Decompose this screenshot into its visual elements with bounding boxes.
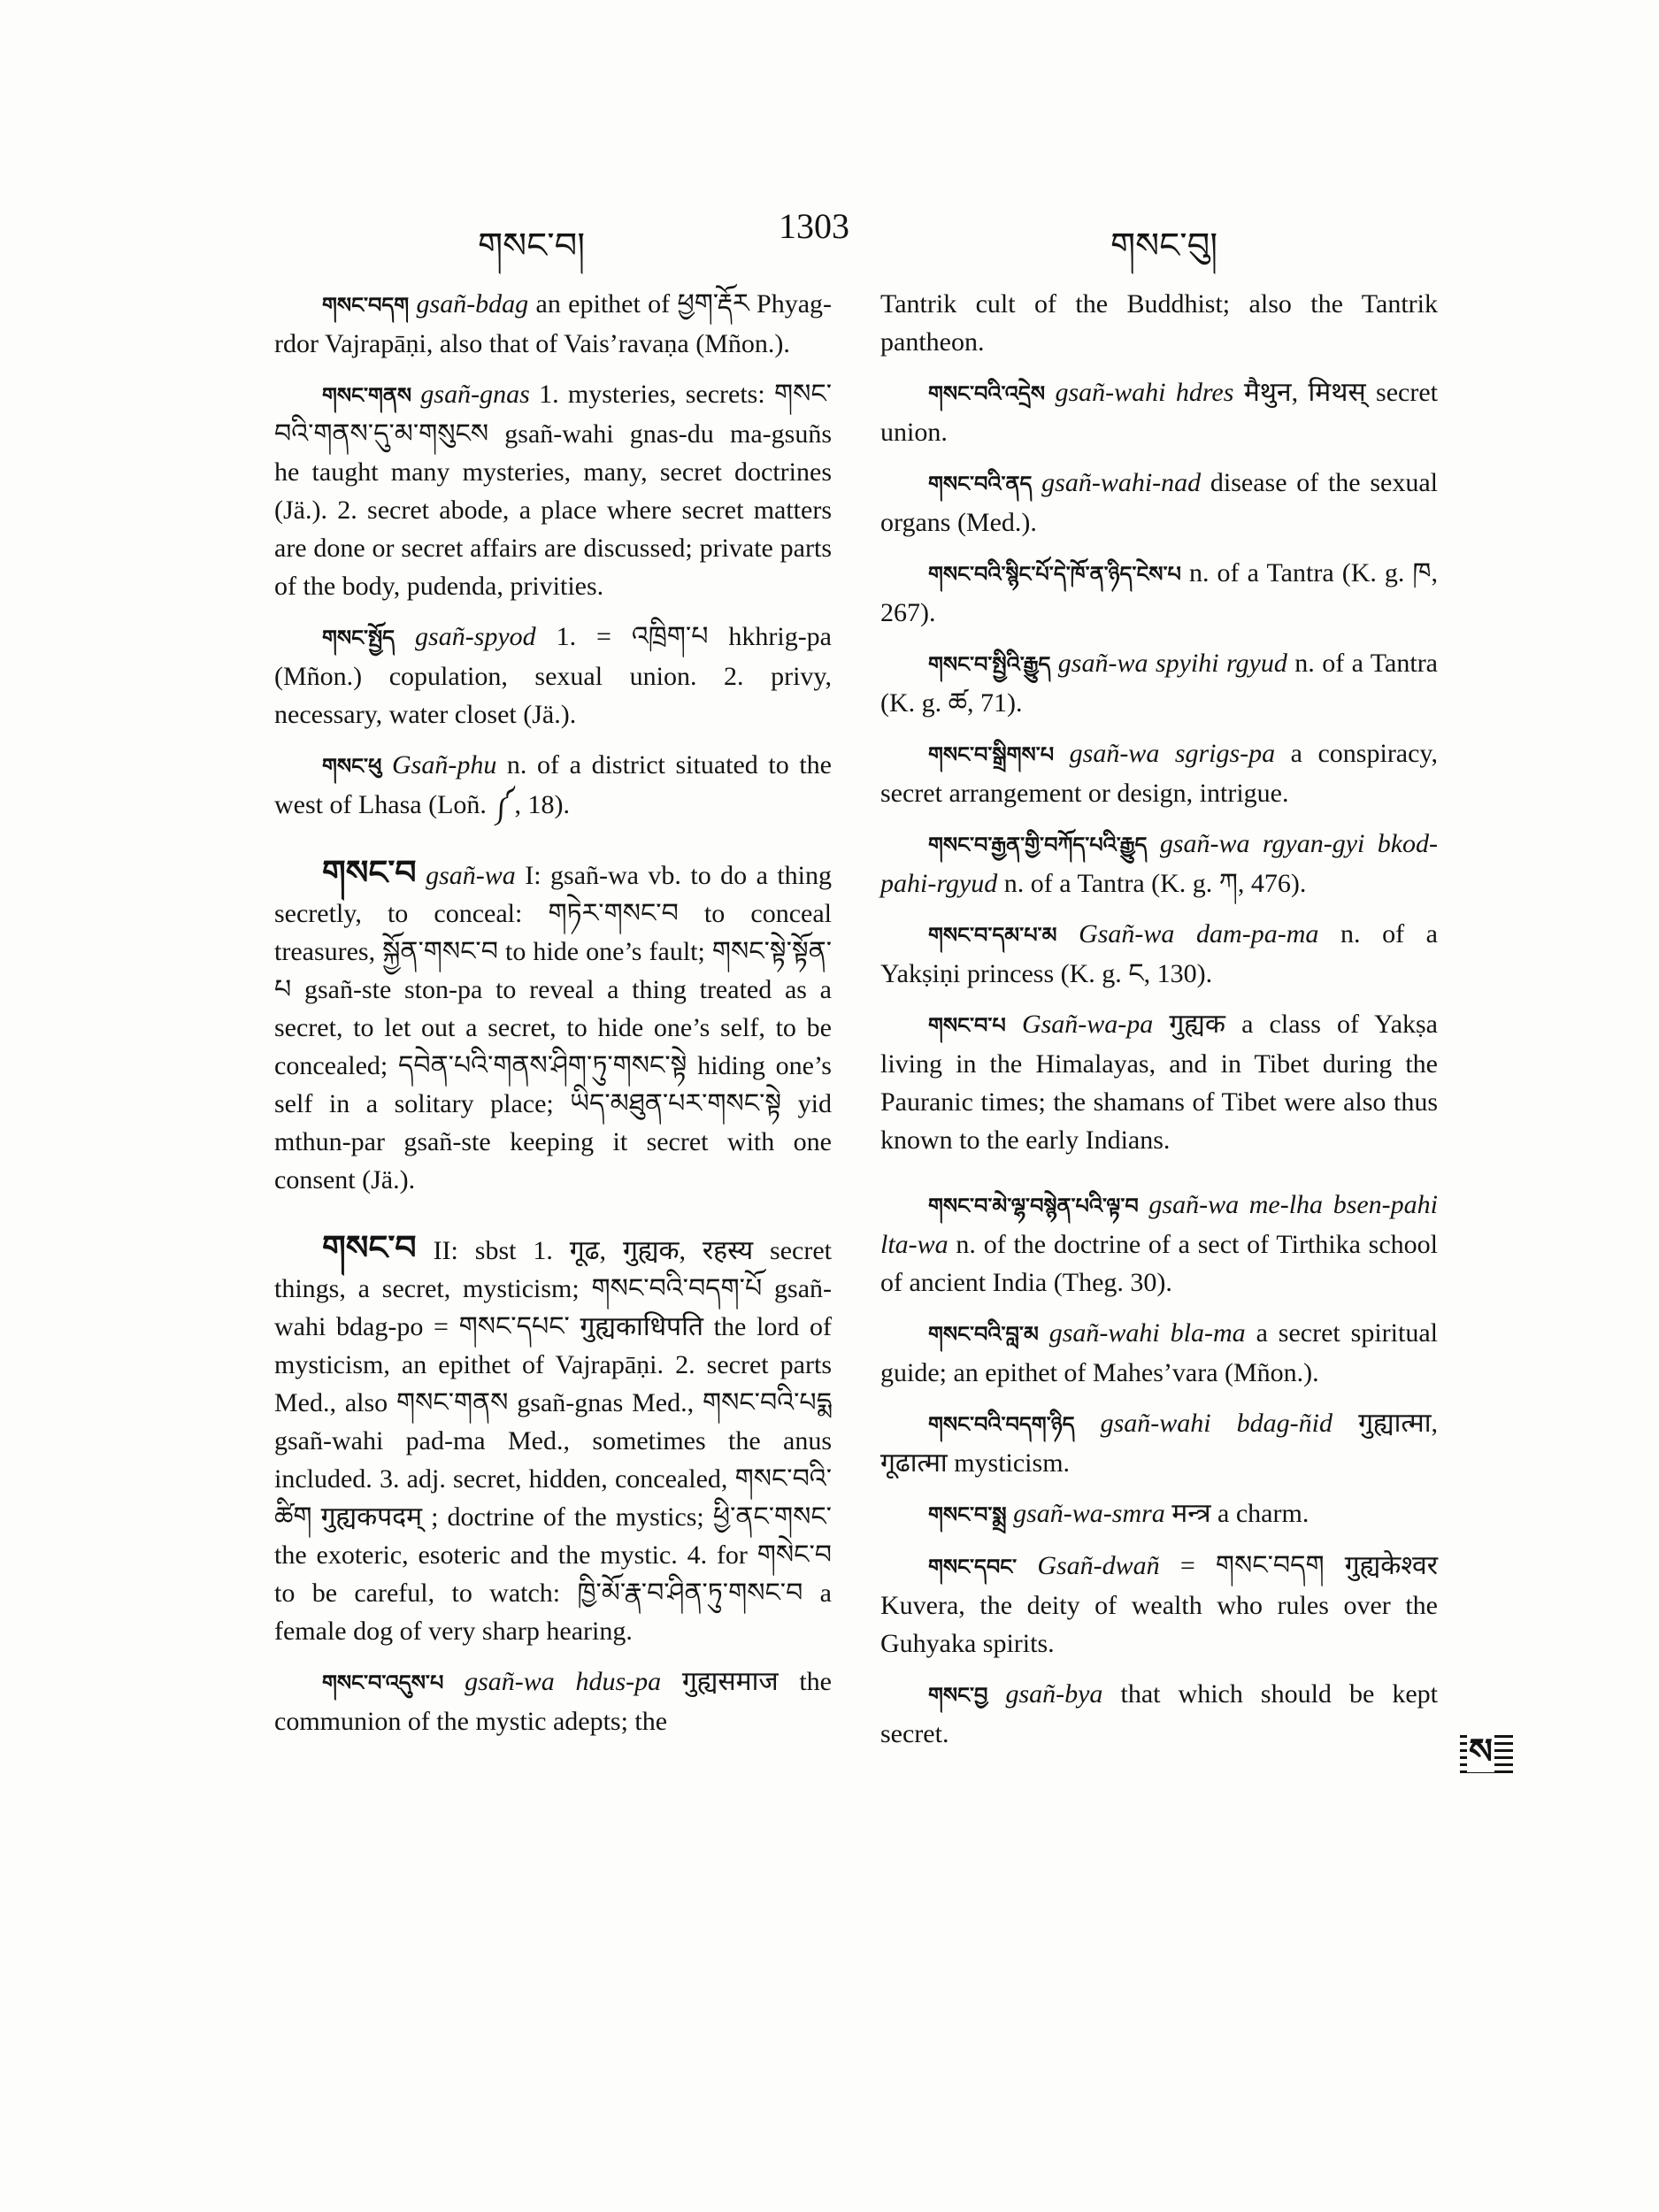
entry-transliteration: gsañ-bya — [1005, 1679, 1103, 1709]
entry-headword: གསང་གནས — [322, 383, 412, 408]
dictionary-entry — [880, 285, 1438, 361]
dictionary-entry — [880, 1494, 1438, 1534]
dictionary-entry — [274, 1229, 832, 1650]
entry-definition: a secret spiritual guide; an epithet of Mahes’vara (Mñon.). — [880, 1318, 1438, 1387]
entry-definition: Tantrik cult of the Buddhist; also the Tantrik pantheon. — [880, 289, 1438, 357]
dictionary-entry — [880, 1547, 1438, 1663]
dictionary-entry — [880, 1186, 1438, 1302]
entry-transliteration: gsañ-wa — [426, 861, 516, 890]
right-column — [880, 285, 1438, 1765]
entry-headword: གསང་བའི་འདྲེས — [928, 381, 1046, 406]
entry-transliteration: gsañ-wahi bla-ma — [1048, 1318, 1246, 1348]
entry-transliteration: gsañ-spyod — [415, 622, 536, 651]
entry-definition: 1. mysteries, secrets: གསང་བའི་གནས་དུ་མ་གསུངས gsañ-wahi gnas-du ma-gsuñs he taught many mysteries, many, secret doctrines (Jä.). 2. secret abode, a place where secret matters are done or secret affairs are discussed; private parts of the body, pudenda, privities. — [274, 380, 832, 601]
entry-transliteration: gsañ-wahi-nad — [1041, 468, 1202, 497]
entry-transliteration: Gsañ-phu — [391, 750, 497, 780]
entry-definition: गुह्यक a class of Yakṣa living in the Himalayas, and in Tibet during the Pauranic times; the shamans of Tibet were also thus known to the early Indians. — [880, 1010, 1438, 1155]
entry-definition: मन्त्र a charm. — [1164, 1499, 1310, 1528]
entry-transliteration: Gsañ-wa-pa — [1021, 1010, 1154, 1039]
entry-definition: n. of a Tantra (K. g. ཀ, 476). — [997, 869, 1307, 898]
dictionary-entry — [880, 1314, 1438, 1392]
entry-transliteration: gsañ-wahi hdres — [1055, 378, 1234, 407]
entry-headword: གསང་བ་མེ་ལྷ་བསྙེན་པའི་ལྟ་བ — [928, 1194, 1139, 1218]
entry-definition: 1. = འཁྲིག་པ hkhrig-pa (Mñon.) copulation, sexual union. 2. privy, necessary, water closet (Jä.). — [274, 622, 832, 729]
left-headword: གསང་བ། — [478, 226, 586, 266]
entry-headword: གསང་སྤྱོད — [322, 626, 396, 650]
page-number: 1303 — [779, 206, 849, 246]
running-header — [0, 205, 1659, 266]
entry-headword: གསང་བ་སྨྲ — [928, 1502, 1007, 1527]
dictionary-entry — [880, 644, 1438, 722]
dictionary-entry — [880, 1675, 1438, 1753]
entry-headword: གསང་བ — [322, 853, 417, 892]
dictionary-entry — [880, 734, 1438, 812]
entry-transliteration: gsañ-wahi bdag-ñid — [1100, 1409, 1333, 1438]
entry-definition: n. of a district situated to the west of Lhasa (Loñ. ༼, 18). — [274, 750, 833, 819]
entry-headword: གསང་བདག — [322, 293, 410, 318]
entry-definition: n. of a Yakṣiṇi princess (K. g. ང, 130). — [880, 919, 1439, 988]
entry-headword: གསང་བ་དམ་པ་མ — [928, 923, 1057, 948]
dictionary-entry — [880, 1005, 1438, 1159]
entry-definition: n. of a Tantra (K. g. ཚ, 71). — [880, 649, 1438, 718]
dictionary-entry — [274, 746, 832, 824]
dictionary-entry — [274, 618, 832, 733]
entry-transliteration: gsañ-wa me-lha bsen-pahi lta-wa — [880, 1190, 1439, 1259]
entry-headword: གསང་བ་སྒྲིགས་པ — [928, 742, 1055, 767]
dictionary-entry — [880, 464, 1438, 541]
entry-transliteration: Gsañ-wa dam-pa-ma — [1079, 919, 1319, 949]
entry-definition: n. of a Tantra (K. g. ཁ, 267). — [880, 558, 1438, 627]
dictionary-entry — [880, 915, 1438, 993]
right-headword: གསང་བུ། — [1110, 226, 1218, 266]
entry-transliteration: gsañ-wa sgrigs-pa — [1069, 739, 1276, 768]
dictionary-entry — [880, 825, 1438, 902]
entry-headword: གསང་བའི་བླ་མ — [928, 1322, 1039, 1347]
entry-definition: = གསང་བདག गुह्यकेश्वर Kuvera, the deity of wealth who rules over the Guhyaka spirits. — [880, 1551, 1439, 1658]
entry-headword: གསང་བ་འདུས་པ — [322, 1671, 444, 1695]
entry-transliteration: gsañ-bdag — [416, 289, 529, 319]
thumb-index-letter: ས — [1469, 1732, 1493, 1772]
entry-transliteration: gsañ-wa spyihi rgyud — [1057, 649, 1287, 678]
entry-headword: གསང་བའི་བདག་ཉིད — [928, 1412, 1075, 1437]
entry-headword: གསང་བ་རྒྱན་གྱི་བཀོད་པའི་རྒྱུད — [928, 833, 1148, 857]
entry-definition: a conspiracy, secret arrangement or design, intrigue. — [880, 739, 1438, 808]
entry-definition: I: gsañ-wa vb. to do a thing secretly, to conceal: གཏེར་གསང་བ to conceal treasures, སྐྱོན་གསང་བ to hide one’s fault; གསང་སྟེ་སྟོན་པ gsañ-ste ston-pa to reveal a thing treated as a secret, to let out a secret, to hide one’s self, to be concealed; དབེན་པའི་གནས་ཤིག་ཏུ་གསང་སྟེ hiding one’s self in a solitary place; ཡིད་མཐུན་པར་གསང་སྟེ yid mthun-par gsañ-ste keeping it secret with one consent (Jä.). — [274, 861, 833, 1194]
entry-transliteration: gsañ-wa hdus-pa — [465, 1667, 662, 1696]
entry-definition: गुह्यात्मा, गूढात्मा mysticism. — [880, 1409, 1438, 1478]
left-column — [274, 285, 832, 1753]
entry-headword: གསང་བའི་ནད — [928, 472, 1033, 496]
entry-definition: that which should be kept secret. — [880, 1679, 1438, 1748]
entry-headword: གསང་ཕུ — [322, 754, 382, 779]
entry-definition: an epithet of ཕྱག་རྡོར Phyag-rdor Vajrapāṇi, also that of Vais’ravaṇa (Mñon.). — [274, 289, 832, 358]
entry-definition: गुह्यसमाज the communion of the mystic adepts; the — [274, 1667, 833, 1736]
dictionary-entry — [274, 854, 832, 1199]
entry-headword: གསང་བའི་སྙིང་པོ་དེ་ཁོ་ན་ཉིད་ངེས་པ — [928, 562, 1181, 587]
entry-transliteration: gsañ-wa rgyan-gyi bkod-pahi-rgyud — [880, 829, 1439, 898]
entry-headword: གསང་བྱ — [928, 1683, 988, 1708]
entry-transliteration: Gsañ-dwañ — [1037, 1551, 1160, 1580]
entry-definition: मैथुन, मिथस् secret union. — [880, 378, 1438, 447]
dictionary-entry — [880, 373, 1438, 451]
dictionary-entry — [274, 1663, 832, 1740]
entry-headword: གསང་དབང་ — [928, 1555, 1018, 1579]
entry-headword: གསང་བ — [322, 1228, 417, 1267]
entry-definition: n. of the doctrine of a sect of Tirthika school of ancient India (Theg. 30). — [880, 1230, 1438, 1297]
entry-definition: disease of the sexual organs (Med.). — [880, 468, 1438, 537]
thumb-index — [1460, 1730, 1513, 1776]
entry-transliteration: gsañ-gnas — [420, 380, 530, 409]
entry-transliteration: gsañ-wa-smra — [1013, 1499, 1165, 1528]
entry-headword: གསང་བ་པ — [928, 1013, 1006, 1038]
dictionary-entry — [880, 554, 1438, 632]
dictionary-entry — [880, 1404, 1438, 1482]
entry-definition: II: sbst 1. गूढ, गुह्यक, रहस्य secret things, a secret, mysticism; གསང་བའི་བདག་པོ gsañ-wahi bdag-po = གསང་དཔང་ गुह्यकाधिपति the lord of mysticism, an epithet of Vajrapāṇi. 2. secret parts Med., also གསང་གནས gsañ-gnas Med., གསང་བའི་པདྨ gsañ-wahi pad-ma Med., sometimes the anus included. 3. adj. secret, hidden, concealed, གསང་བའི་ཚིག गुह्यकपदम् ; doctrine of the mystics; ཕྱི་ནང་གསང་ the exoteric, esoteric and the mystic. 4. for གསེང་བ to be careful, to watch: ཁྱི་མོ་རྣ་བ་ཤིན་ཏུ་གསང་བ a female dog of very sharp hearing. — [274, 1236, 832, 1646]
dictionary-entry — [274, 375, 832, 605]
dictionary-entry — [274, 285, 832, 363]
entry-headword: གསང་བ་སྤྱིའི་རྒྱུད — [928, 652, 1051, 677]
